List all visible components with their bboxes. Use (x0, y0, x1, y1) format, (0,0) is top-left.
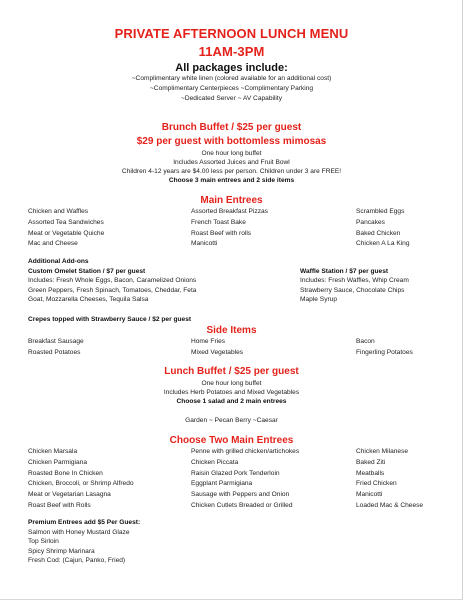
list-item: Chicken and Waffles (28, 208, 89, 215)
list-item: Spicy Shrimp Marinara (28, 547, 95, 555)
list-item: French Toast Bake (191, 218, 246, 226)
waffle-line: Strawberry Sauce, Chocolate Chips (300, 286, 405, 294)
addons-block (28, 257, 196, 305)
omelet-line: Goat, Mozzarella Cheeses, Tequila Salsa (28, 296, 149, 304)
list-item: Meat or Vegetable Quiche (28, 229, 105, 237)
list-item: Manicotti (356, 491, 383, 499)
main-entrees-col-2 (191, 207, 268, 250)
menu-title: PRIVATE AFTERNOON LUNCH MENU (114, 26, 349, 41)
list-item: Raisin Glazed Pork Tenderloin (191, 469, 280, 477)
brunch-title: Brunch Buffet / $25 per guest (161, 122, 302, 133)
lunch-entrees-col-2 (191, 447, 299, 512)
omelet-station-title: Custom Omelet Station / $7 per guest (28, 267, 146, 275)
list-item: Fresh Cod: (Cajun, Panko, Fried) (28, 557, 126, 565)
omelet-line: Includes: Fresh Whole Eggs, Bacon, Caramelized Onions (28, 277, 197, 285)
lunch-entrees-col-3 (356, 447, 423, 512)
list-item: Roast Beef with rolls (191, 229, 252, 237)
addons-title: Additional Add-ons (28, 258, 89, 265)
list-item: Scrambled Eggs (356, 208, 405, 215)
side-items-col-3 (356, 337, 413, 359)
list-item: Assorted Tea Sandwiches (28, 218, 104, 226)
list-item: Roasted Bone In Chicken (28, 469, 103, 477)
brunch-subtitle: $29 per guest with bottomless mimosas (136, 136, 327, 147)
list-item: Home Fries (191, 338, 226, 345)
brunch-info-line: One hour long buffet (201, 150, 262, 157)
list-item: Chicken Parmigiana (28, 458, 88, 466)
premium-block (28, 518, 140, 566)
main-entrees-col-1 (28, 207, 104, 250)
side-items-col-2 (191, 337, 243, 359)
side-items-col-1 (28, 337, 84, 359)
premium-title: Premium Entrees add $5 Per Guest: (28, 519, 141, 526)
lunch-info-line: One hour long buffet (201, 380, 262, 387)
list-item: Top Sirloin (28, 538, 59, 546)
list-item: Roast Beef with Rolls (28, 501, 91, 509)
list-item: Breakfast Sausage (28, 338, 84, 345)
waffle-line: Maple Syrup (300, 296, 338, 304)
list-item: Meat or Vegetarian Lasagna (28, 491, 111, 499)
list-item: Meatballs (356, 469, 385, 477)
list-item: Fingerling Potatoes (356, 348, 413, 356)
package-line: ~Complimentary Centerpieces ~Complimentary Parking (149, 85, 314, 92)
main-entrees-col-3 (356, 207, 410, 250)
list-item: Sausage with Peppers and Onion (191, 491, 290, 499)
list-item: Chicken Marsala (28, 448, 78, 455)
list-item: Roasted Potatoes (28, 348, 81, 356)
brunch-choose: Choose 3 main entrees and 2 side items (168, 177, 295, 184)
list-item: Penne with grilled chicken/artichokes (191, 448, 300, 455)
brunch-info-line: Children 4-12 years are $4.00 less per person. Children under 3 are FREE! (121, 168, 342, 175)
list-item: Chicken Cutlets Breaded or Grilled (191, 501, 293, 509)
waffle-block (300, 267, 409, 305)
main-entrees-title: Main Entrees (200, 195, 263, 206)
list-item: Pancakes (356, 218, 385, 226)
lunch-choose: Choose 1 salad and 2 main entrees (176, 398, 287, 405)
waffle-station-title: Waffle Station / $7 per guest (300, 267, 389, 275)
list-item: Manicotti (191, 240, 218, 248)
list-item: Loaded Mac & Cheese (356, 501, 424, 509)
list-item: Eggplant Parmigiana (191, 480, 253, 488)
list-item: Bacon (356, 338, 375, 345)
lunch-entrees-title: Choose Two Main Entrees (169, 435, 294, 446)
list-item: Baked Ziti (356, 458, 386, 466)
packages-heading: All packages include: (175, 62, 288, 74)
omelet-line: Green Peppers, Fresh Spinach, Tomatoes, Cheddar, Feta (28, 286, 197, 294)
menu-hours: 11AM-3PM (198, 44, 265, 59)
crepes-text: Crepes topped with Strawberry Sauce / $2 per guest (28, 316, 192, 323)
list-item: Salmon with Honey Mustard Glaze (28, 528, 130, 536)
brunch-info-line: Includes Assorted Juices and Fruit Bowl (173, 159, 290, 166)
salad-options: Garden ~ Pecan Berry ~Caesar (185, 417, 278, 424)
lunch-title: Lunch Buffet / $25 per guest (164, 366, 299, 377)
list-item: Mac and Cheese (28, 240, 78, 248)
waffle-line: Includes: Fresh Waffles, Whip Cream (300, 277, 409, 285)
lunch-entrees-col-1 (28, 447, 134, 512)
list-item: Baked Chicken (356, 229, 401, 237)
list-item: Chicken Piccata (191, 458, 239, 466)
package-line: ~Dedicated Server ~ AV Capability (180, 95, 283, 102)
list-item: Assorted Breakfast Pizzas (191, 208, 268, 215)
package-line: ~Complimentary white linen (colored available for an additional cost) (131, 75, 332, 82)
list-item: Chicken Milanese (356, 448, 409, 455)
lunch-info-line: Includes Herb Potatoes and Mixed Vegetables (163, 389, 300, 396)
side-items-title: Side Items (206, 325, 257, 336)
list-item: Chicken, Broccoli, or Shrimp Alfredo (28, 480, 134, 488)
list-item: Chicken A La King (356, 240, 410, 248)
crepes-line (28, 315, 191, 325)
list-item: Fried Chicken (356, 480, 397, 488)
list-item: Mixed Vegetables (191, 348, 244, 356)
